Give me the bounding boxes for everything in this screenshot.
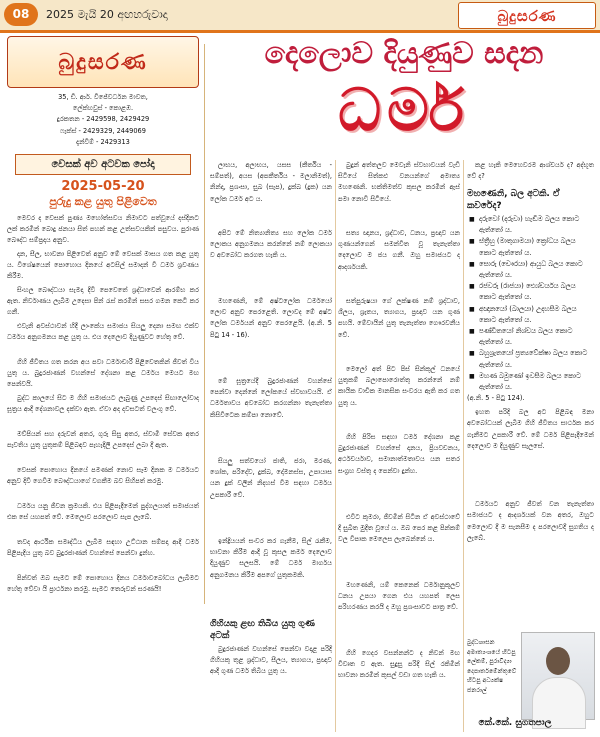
- poya-box-subtitle: පුරුදු කළ යුතු පිළිවෙත: [49, 195, 157, 209]
- address-line: ෆැක්ස් - 2429329, 2449069: [60, 126, 146, 135]
- body-paragraph: ලාභය, අලාභය, යසස (කීර්තිය - සම්පත්), අයස (අපකීර්තිය - මලානිමත්), නින්දා, ප්‍රශංසා, සුඛ (සැප), දුක්ඛ (දුක) යන ලෝක ධර්ම අට ය.: [210, 161, 332, 203]
- body-paragraph: මෙලෝ අත් පිට පිස් සින්කුල් ධනයේ යුතුකම් බලාපොරොත්තු කරන්නේ නම් කායික වාචික මානසික සංවරය ඇති කර ගත යුතු ය.: [338, 365, 460, 407]
- list-item: ■ ස්ත්‍රීහු (මාතුගාමයා) ක්‍රෝධය බලය කොට ඇත්තෝ ය.: [469, 236, 594, 258]
- body-paragraph: සියලු සත්වයෝ ජාති, ජරා, මරණ, ශෝක, පරිදේව, දුක්ඛ, දෝමනස්ස, උපායාස යන දුක් වලින් නිදහස් වීම සඳහා ධර්මය උපකාරී වේ.: [210, 457, 332, 499]
- address-line: 35, ඩී. ආර්. විජේවර්ධන මාවත,: [58, 93, 148, 101]
- column-divider: [335, 160, 336, 732]
- list-item: ■ මහණ බමුණෝ ඉවසීම බලය කොට ඇත්තෝ ය.: [469, 371, 594, 393]
- left-paragraph: එවැනි අවස්ථාවන් හිදී ලාංකේය සමාජය සියලු දෙනා සමඟ එක්ව ධර්මය අනුගමනය කළ යුතු ය. එය දෙලොව දියුණුවට හේතු වේ.: [7, 322, 199, 342]
- left-paragraph: තවද ආර්ථික සමෘද්ධිය ලැබීම සඳහා උට්ඨාන සම්පදා ආදී ධර්ම පිළිපැදිය යුතු බව බුදුරජාණන් වහන්සේ පෙන්වා දුන්හ.: [7, 538, 199, 558]
- body-paragraph: මහණෙනි, මේ අෂ්ටලෝක ධර්මයෝ ලොව අනුව පෙරළෙති. ලොවද මේ අෂ්ට ලෝක ධර්මයන් අනුව පෙරළෙයි. (අ.නි. 5 පිටු 14 - 16).: [210, 297, 332, 339]
- list-item: ■ සොරු (චෞරයා) ආයුධ බලය කොට ඇත්තෝ ය.: [469, 259, 594, 281]
- body-paragraph: ගිහි ගෙදර වසන්නන්ට ද නිවන් මඟ විවෘත ව ඇත. සුදුසු පරිදි සිල් රකිමින් භාවනා කරමින් කුසල් වඩා ගත හැකි ය.: [338, 649, 460, 680]
- body-paragraph: බුදුන් අත්තලව මෙවැනි ස්වභාවයන් වැඩි සිටියේ සිත්කළු වනයන්ගේ අමාත්‍ය මහණෙනි. භක්තිමත්ව කුසල කරමින් ඇස් පමා නොවී සිටියේ.: [338, 161, 460, 203]
- list-item: ■ පණ්ඩිතයෝ නිශ්චය බලය කොට ඇත්තෝ ය.: [469, 326, 594, 348]
- headline-line-1: දෙලොව දියුණුව සදන: [264, 36, 544, 71]
- left-paragraph: දාන, සීල, භාවනා පිළිවෙත් අනුව මේ වෙසක් මාසය ගත කළ යුතු ය. විශේෂයෙන් පොහොය දිනයේ අටසිල් සමාදන් වී ධර්ම ශ්‍රවණය කිරීම.: [7, 250, 199, 281]
- left-paragraph: බුද්ධ කාලයේ සිට ම ගිහි සමාජයට ලැබුණු උපදෙස් සිඟාලෝවාද සූත්‍රය ආදී දේශනාවල දක්වා ඇත. ඒවා අද දවසටත් වලංගු වේ.: [7, 394, 199, 414]
- left-paragraph: මෙවර ද වෙසක් පුණ්‍ය මහෝත්සවය නිමාවට පත්වූයේ දස්දිනට ලක් කරමින් බොදු ජනයා සිත් පහන් කළ උත්සවයකින් පසුවය. පුරාණ බෞද්ධ සම්ප්‍රදාය අනුව.: [7, 214, 199, 245]
- list-item: ■ දරුවෝ (දරුවා) හැඬීම බලය කොට ඇත්තෝ ය.: [469, 214, 594, 236]
- left-paragraph: පින්වත් ඔබ සැමට මේ පොහොය දිනය ධර්මාවබෝධය ලැබීමට හේතු වේවා යි ප්‍රාර්ථනා කරමු. සැමට තෙරුවන් සරණයි!: [7, 574, 199, 594]
- page-header-bar: [0, 0, 600, 33]
- list-item: ■ අඥානයෝ (බාලයා) උදහසීම බලය කොට ඇත්තෝ ය.: [469, 304, 594, 326]
- body-paragraph: කළ හැකි මෙහෙවරම ආශ්චර්ය ද? අද්භූත වේ ද?: [467, 161, 594, 181]
- list-item: ■ රජවරු (රාජයා) ඓශ්චර්යය බලය කොට ඇත්තෝ ය.: [469, 281, 594, 303]
- publisher-address: [7, 92, 199, 148]
- author-name: කේ.කේ. සුගතපාල: [478, 718, 552, 728]
- author-portrait-icon: [521, 632, 595, 720]
- page-number: 08: [4, 3, 38, 26]
- poya-box-title: වෙසක් අව අටවක පෝදා: [15, 154, 191, 175]
- left-paragraph: ධර්මය යනු ජීවන ක්‍රමයකි. එය පිළිපැදීමෙන් පුද්ගලයාත් සමාජයත් එක සේ යහපත් වේ. මෙලොව පරලොව සැප ලැබේ.: [7, 502, 199, 522]
- address-line: දුරකතන - 2429598, 2429429: [56, 115, 150, 124]
- eight-powers-list: [467, 214, 594, 393]
- list-item: ■ බහුශ්‍රැතයෝ ප්‍රත්‍යවේක්ෂා බලය කොට ඇත්තෝ ය.: [469, 348, 594, 370]
- left-paragraph: ගිහි ජීවිතය ගත කරන අය පවා ධර්මාචාරී පිළිවෙතකින් ජීවත් විය යුතු ය. බුදුරජාණන් වහන්සේ දේශනා කළ ධර්මය මෙයට මඟ පෙන්වයි.: [7, 358, 199, 389]
- author-photo: [521, 632, 595, 732]
- article-column-1: [210, 160, 332, 712]
- address-line: ලේක්හවුස් - කොළඹ.: [72, 104, 134, 113]
- left-column-divider: [204, 44, 205, 604]
- left-paragraph: සිංහල බෞද්ධයා සැමදා දිවි පෙවෙතේ ශ්‍රද්ධාවෙන් ආරම්භ කර ඇත. නිර්වාණය ලැබීම උදෙසා පින් රැස් කරමින් සසර ගමන කෙටි කර ගනී.: [7, 286, 199, 317]
- body-paragraph: මහණෙනි, යම් කෙනෙක් ධර්මානුකූලව ධනය උපයා ගෙන එය යහපත් ලෙස පරිහරණය කරයි ද ඔහු ප්‍රශංසාවට පාත්‍ර වේ.: [338, 581, 460, 612]
- body-paragraph: සත්‍ය ඥානය, ශ්‍රද්ධාව, ධනය, ප්‍රඥාව යන ගුණයන්ගෙන් සමන්විත වූ තැනැත්තා දෙලොව ම ජය ගනී. ඔහු සමාජයට ද ආදර්ශයකි.: [338, 229, 460, 271]
- body-paragraph: එවිට කුමරා, ජීවමින් සිටින ඒ අවස්ථාවේ දී සුඛිත මුදිත වූයේ ය. ඔබ පෙර කළ පින්කම් වල විපාක මෙලෙස ලැබෙන්නේ ය.: [338, 513, 460, 544]
- left-paragraph: වෙසක් පොහොය දිනයේ පමණක් නොව සෑම දිනක ම ධර්මයට අනුව දිවි ගෙවීම බෞද්ධයාගේ වගකීම බව සිහිපත් කරමු.: [7, 466, 199, 486]
- citation: (අ.නි. 5 - පිටු 124).: [467, 394, 525, 403]
- body-paragraph: අපිට මේ නිත්‍යානිත්‍ය සහ ලෝක ධර්ම ලොකය අනුගමනය කරන්නේ නම් ලොකයා ව අවබෝධ කරගත හැකි ය.: [210, 229, 332, 260]
- portrait-head: [546, 647, 570, 675]
- masthead-logo: බුදුසරණ: [7, 36, 199, 88]
- left-paragraph: මව්පියන් සහ දරුවන් අතර, ගුරු සිසු අතර, ස්වාමි සේවක අතර පැවතිය යුතු යුතුකම් පිළිබඳව පැහැදිලි උපදෙස් ලබා දී ඇත.: [7, 430, 199, 450]
- section-subhead: ගිහියකු ළඟ තිබිය යුතු ගුණ අටක්: [210, 619, 315, 641]
- issue-date: 2025 මැයි 20 අඟහරුවාදා: [46, 8, 168, 21]
- body-paragraph: ඉන්ද්‍රියයන් සංවර කර ගැනීම, සිල් රැකීම, භාවනා කිරීම ආදී වූ කුසල කර්ම දෙලොව දියුණුව සලසයි. මේ ධර්ම මාර්ගය අනුගමනය කිරීම අපගේ යුතුකමකි.: [210, 537, 332, 579]
- body-paragraph: ඉහත පරිදි බල අට පිළිබඳ මනා අවබෝධයක් ලැබීම ගිහි ජීවිතය සාර්ථක කර ගැනීමට උපකාරී වේ. මේ ධර්ම පිළිපැදීමෙන් දෙලොව ම දියුණුව සැලසේ.: [467, 408, 594, 450]
- column-divider: [463, 160, 464, 732]
- body-paragraph: සත්පුරුෂයා ගේ ලක්ෂණ නම් ශ්‍රද්ධාව, ශීලය, ශ්‍රැතය, ත්‍යාගය, ප්‍රඥාව යන ගුණ පහයි. මේවායින් යුතු තැනැත්තා ගෞරවනීය වේ.: [338, 297, 460, 339]
- body-paragraph: මේ සූත්‍රයේදී බුදුරජාණන් වහන්සේ පෙන්වා දෙන්නේ ලෝකයේ ස්වභාවයයි. ඒ ධර්මතාවය අවබෝධ කරගන්නා තැනැත්තා කිසිවිටෙක කම්පා නොවේ.: [210, 377, 332, 419]
- article-column-3: [467, 160, 594, 542]
- poya-box-date: 2025-05-20: [61, 179, 145, 195]
- section-subhead: මහණෙනි, බල අටකි. ඒ කවරේද?: [467, 189, 560, 211]
- left-column: [7, 36, 199, 609]
- body-paragraph: බුදුරජාණන් වහන්සේ පෙන්වා වදාළ පරිදි ගිහියකු තුළ ශ්‍රද්ධාව, සීලය, ත්‍යාගය, ප්‍රඥාව ආදී ගුණ ධර්ම තිබිය යුතු ය.: [210, 645, 332, 676]
- headline-line-2: ධර්ම: [338, 76, 470, 144]
- address-line: දැන්වීම් - 2429313: [76, 137, 130, 146]
- body-paragraph: ගිහි පිරිස සඳහා ධර්ම දේශනා කළ බුදුරජාණන් වහන්සේ දානය, ප්‍රියවචනය, අර්ථචර්යාව, සමානාත්මතාවය යන සතර සංග්‍රහ වස්තු ද පෙන්වා දුන්හ.: [338, 433, 460, 475]
- body-paragraph: ධර්මයට අනුව ජීවත් වන තැනැත්තා සමාජයට ද ආදර්ශයක් වන අතර, ඔහුට මෙලොව දී ම සැනසීම ද පරලොවදී සුගතිය ද ලැබේ.: [467, 500, 594, 542]
- header-logo: බුදුසරණ: [458, 2, 596, 29]
- article-column-2: [338, 160, 460, 716]
- author-bio: බුද්ධශාසන අමාත්‍යංශයේ හිටපු ලේකම්, පුරාවිද්‍යා දෙපාර්තමේන්තුවේ හිටපු අධ්‍යක්ෂ ජනරාල්: [467, 639, 517, 694]
